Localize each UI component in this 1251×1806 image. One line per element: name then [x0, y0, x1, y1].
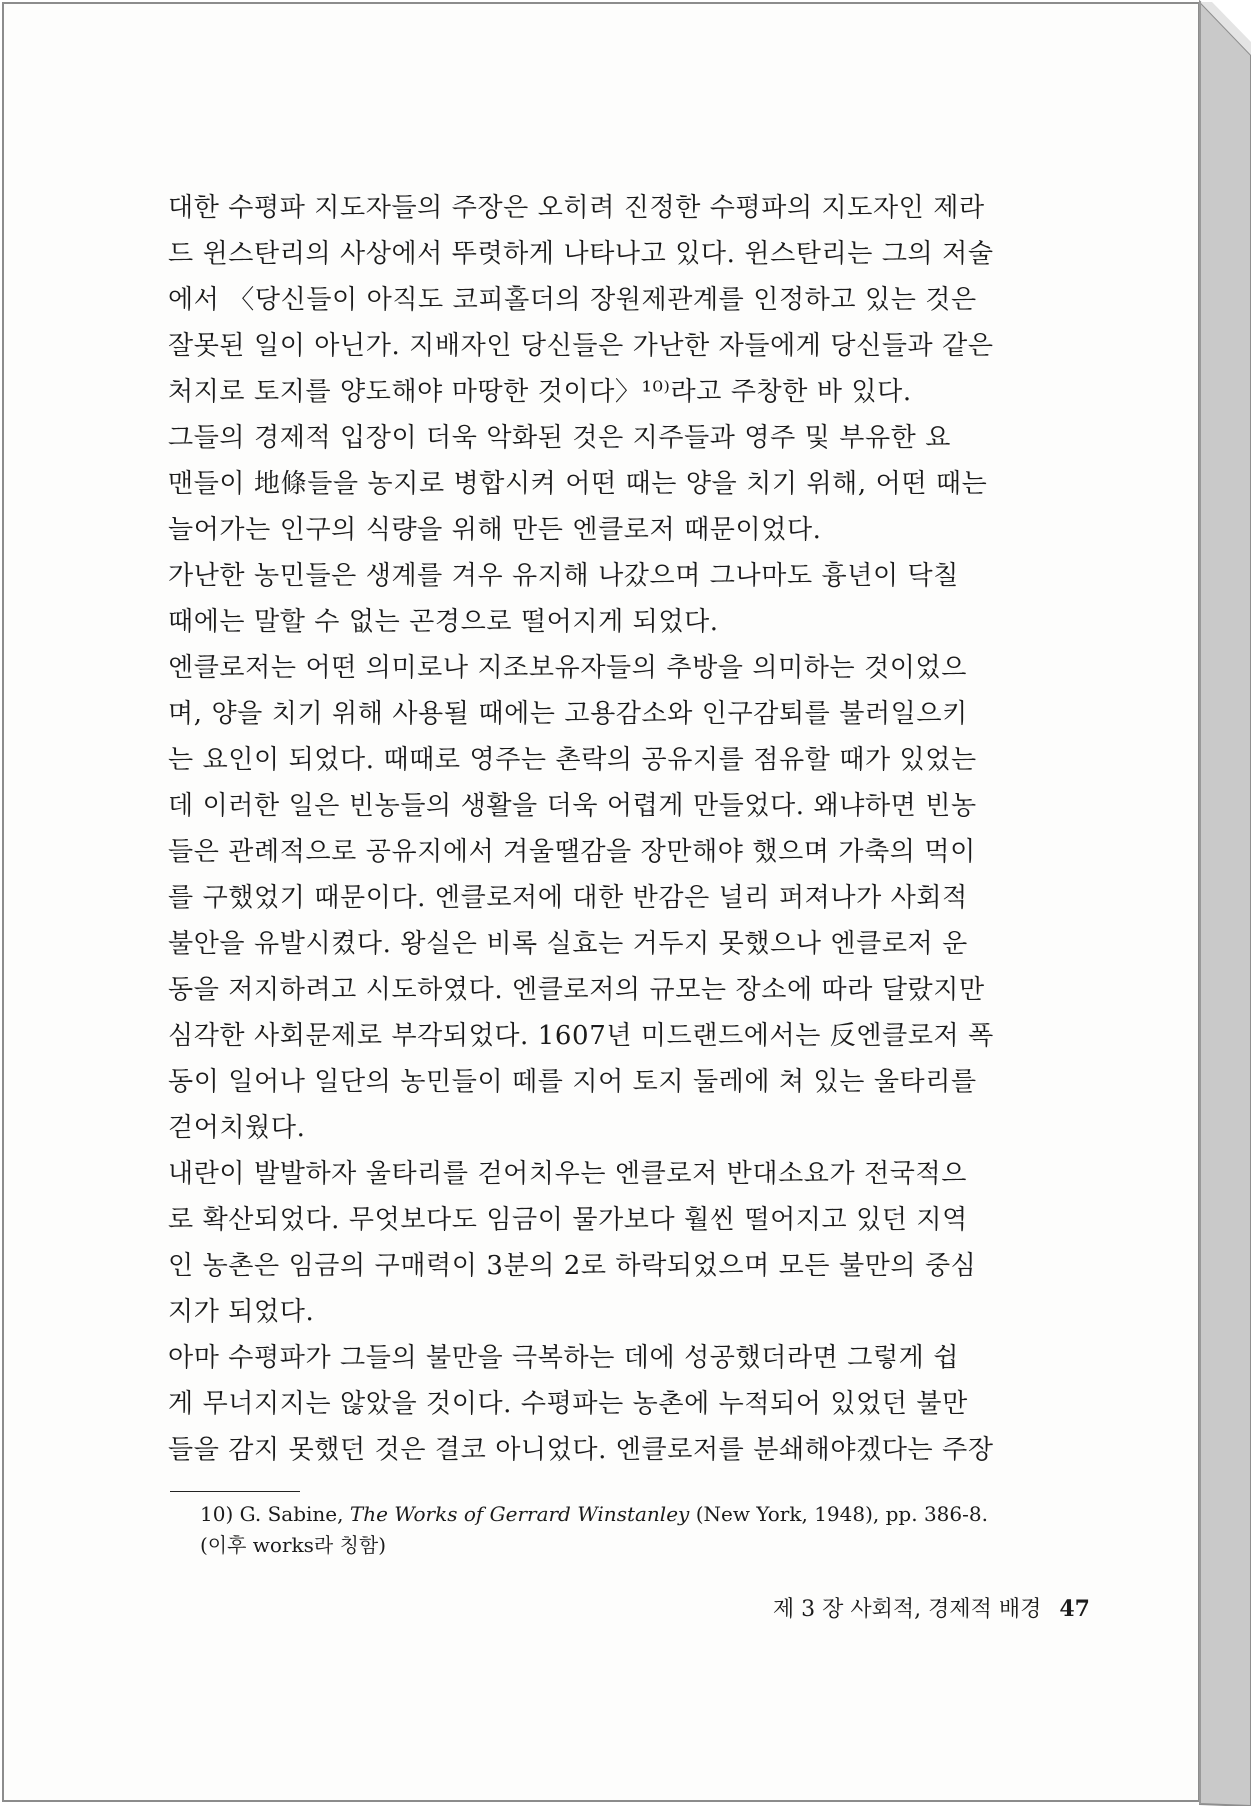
text-line: 가난한 농민들은 생계를 겨우 유지해 나갔으며 그나마도 흉년이 닥칠: [168, 561, 959, 591]
text-line: 로 확산되었다. 무엇보다도 임금이 물가보다 훨씬 떨어지고 있던 지역: [168, 1205, 968, 1235]
text-line: 심각한 사회문제로 부각되었다. 1607년 미드랜드에서는 反엔클로저 폭: [168, 1021, 994, 1051]
text-line: 불안을 유발시켰다. 왕실은 비록 실효는 거두지 못했으나 엔클로저 운: [168, 929, 968, 959]
footnote-citation: [200, 1499, 1080, 1530]
text-line: 에서 〈당신들이 아직도 코피홀더의 장원제관계를 인정하고 있는 것은: [168, 285, 977, 315]
footnote-note: (이후 works라 칭함): [200, 1533, 387, 1557]
footnote-marker: 10): [200, 1502, 234, 1526]
running-footer: [680, 1594, 1090, 1624]
page-number: 47: [1059, 1596, 1090, 1622]
text-line: 며, 양을 치기 위해 사용될 때에는 고용감소와 인구감퇴를 불러일으키: [168, 699, 968, 729]
footnote-title: The Works of Gerrard Winstanley: [349, 1502, 690, 1526]
text-line: 데 이러한 일은 빈농들의 생활을 더욱 어렵게 만들었다. 왜냐하면 빈농: [168, 791, 977, 821]
footnote-author: G. Sabine,: [239, 1502, 344, 1526]
footnote-publication: (New York, 1948), pp. 386-8.: [695, 1502, 988, 1526]
text-line: 들은 관례적으로 공유지에서 겨울땔감을 장만해야 했으며 가축의 먹이: [168, 837, 976, 867]
text-line: 드 윈스탄리의 사상에서 뚜렷하게 나타나고 있다. 윈스탄리는 그의 저술: [168, 239, 994, 269]
text-line: 걷어치웠다.: [168, 1113, 306, 1143]
text-line: 늘어가는 인구의 식량을 위해 만든 엔클로저 때문이었다.: [168, 515, 822, 545]
text-line: 맨들이 地條들을 농지로 병합시켜 어떤 때는 양을 치기 위해, 어떤 때는: [168, 469, 988, 499]
text-line: 지가 되었다.: [168, 1297, 315, 1327]
text-line: 동이 일어나 일단의 농민들이 떼를 지어 토지 둘레에 쳐 있는 울타리를: [168, 1067, 977, 1097]
footnote-divider: [170, 1491, 300, 1492]
text-line: 내란이 발발하자 울타리를 걷어치우는 엔클로저 반대소요가 전국적으: [168, 1159, 967, 1189]
text-line: 들을 감지 못했던 것은 결코 아니었다. 엔클로저를 분쇄해야겠다는 주장: [168, 1435, 994, 1465]
body-text: [168, 185, 1070, 1473]
text-line: 인 농촌은 임금의 구매력이 3분의 2로 하락되었으며 모든 불만의 중심: [168, 1251, 977, 1281]
footnote: [200, 1499, 1080, 1561]
text-line: 는 요인이 되었다. 때때로 영주는 촌락의 공유지를 점유할 때가 있었는: [168, 745, 977, 775]
text-line: 때에는 말할 수 없는 곤경으로 떨어지게 되었다.: [168, 607, 719, 637]
text-line: 처지로 토지를 양도해야 마땅한 것이다〉¹⁰⁾라고 주창한 바 있다.: [168, 377, 912, 407]
text-line: 를 구했었기 때문이다. 엔클로저에 대한 반감은 널리 퍼져나가 사회적: [168, 883, 968, 913]
chapter-title: 제 3 장 사회적, 경제적 배경: [772, 1597, 1042, 1622]
text-line: 아마 수평파가 그들의 불만을 극복하는 데에 성공했더라면 그렇게 쉽: [168, 1343, 959, 1373]
text-line: 그들의 경제적 입장이 더욱 악화된 것은 지주들과 영주 및 부유한 요: [168, 423, 951, 453]
text-line: 동을 저지하려고 시도하였다. 엔클로저의 규모는 장소에 따라 달랐지만: [168, 975, 985, 1005]
text-line: 게 무너지지는 않았을 것이다. 수평파는 농촌에 누적되어 있었던 불만: [168, 1389, 968, 1419]
text-line: 잘못된 일이 아닌가. 지배자인 당신들은 가난한 자들에게 당신들과 같은: [168, 331, 994, 361]
text-line: 엔클로저는 어떤 의미로나 지조보유자들의 추방을 의미하는 것이었으: [168, 653, 967, 683]
text-line: 대한 수평파 지도자들의 주장은 오히려 진정한 수평파의 지도자인 제라: [168, 193, 985, 223]
